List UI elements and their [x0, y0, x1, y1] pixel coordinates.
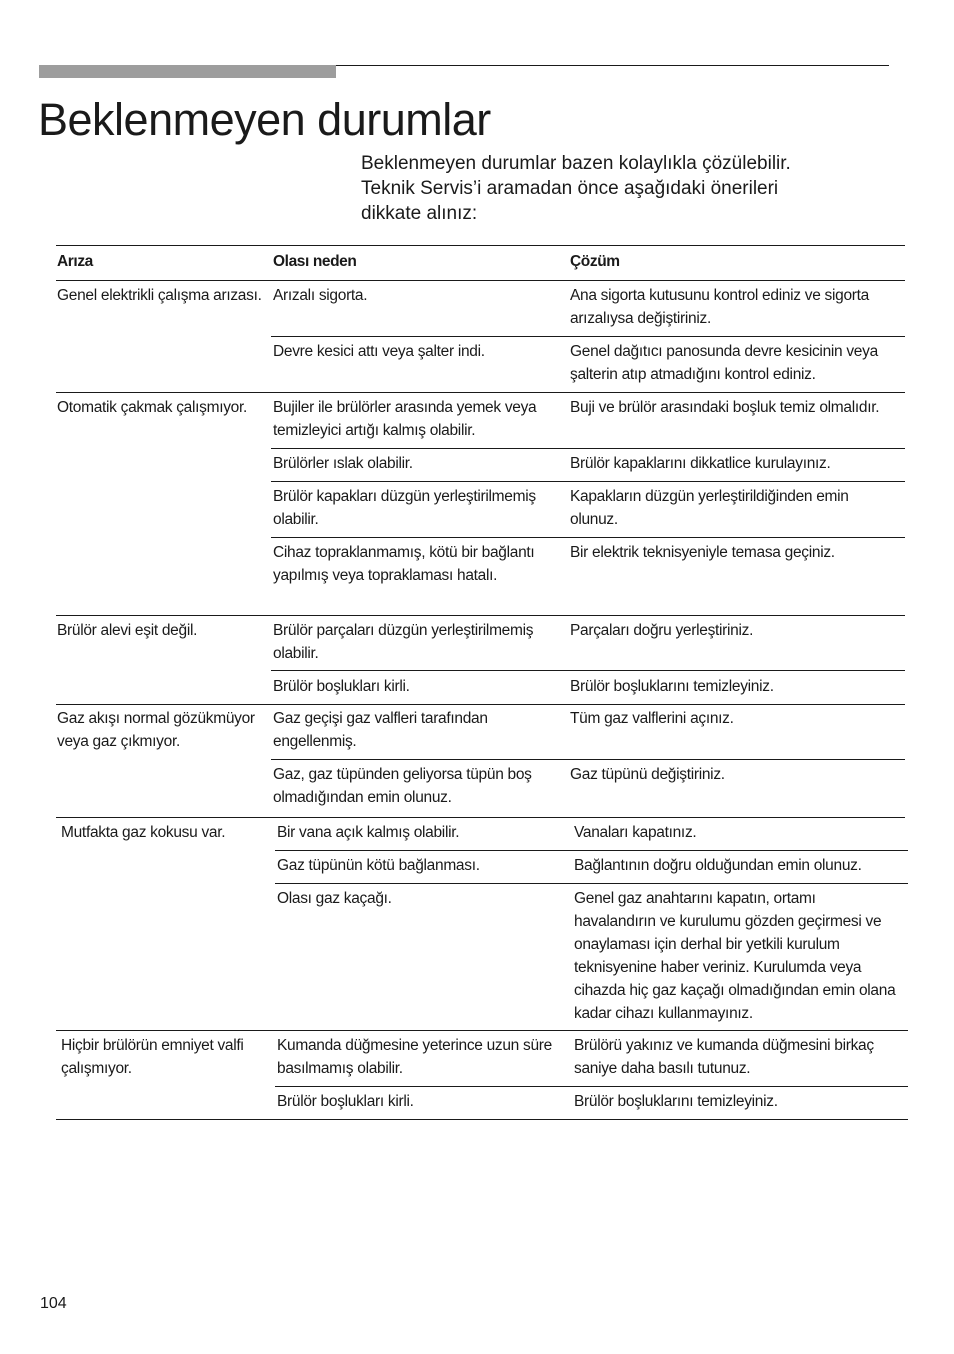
row-divider — [271, 670, 905, 671]
table-top-rule — [56, 245, 905, 246]
cause-cell: Kumanda düğmesine yeterince uzun süre basılmamış olabilir. — [277, 1037, 552, 1077]
group-divider — [56, 392, 905, 393]
solution-cell: Vanaları kapatınız. — [574, 824, 697, 841]
page-title: Beklenmeyen durumlar — [38, 94, 491, 145]
solution-cell: Brülör boşluklarını temizleyiniz. — [574, 1093, 778, 1110]
cause-cell: Brülör boşlukları kirli. — [277, 1093, 414, 1110]
row-divider — [275, 883, 908, 884]
group-divider — [56, 1030, 908, 1031]
solution-cell: Bağlantının doğru olduğundan emin olunuz. — [574, 857, 862, 874]
group-divider — [56, 1119, 908, 1120]
fault-cell: Mutfakta gaz kokusu var. — [61, 824, 226, 841]
fault-cell: Hiçbir brülörün emniyet valfi çalışmıyor. — [61, 1037, 244, 1077]
solution-cell: Ana sigorta kutusunu kontrol ediniz ve sigorta arızalıysa değiştiriniz. — [570, 287, 869, 327]
row-divider — [271, 448, 905, 449]
cause-cell: Olası gaz kaçağı. — [277, 890, 392, 907]
column-header-cause: Olası neden — [273, 253, 357, 270]
solution-cell: Bir elektrik teknisyeniyle temasa geçiniz. — [570, 544, 835, 561]
fault-cell: Genel elektrikli çalışma arızası. — [57, 287, 262, 304]
row-divider — [275, 850, 908, 851]
row-divider — [275, 1086, 908, 1087]
cause-cell: Brülör kapakları düzgün yerleştirilmemiş olabilir. — [273, 488, 536, 528]
row-divider — [271, 481, 905, 482]
cause-cell: Bir vana açık kalmış olabilir. — [277, 824, 460, 841]
intro-text — [361, 151, 921, 226]
solution-cell: Tüm gaz valflerini açınız. — [570, 710, 734, 727]
solution-cell: Buji ve brülör arasındaki boşluk temiz olmalıdır. — [570, 399, 880, 416]
cause-cell: Brülör parçaları düzgün yerleştirilmemiş olabilir. — [273, 622, 534, 662]
page-number: 104 — [40, 1295, 67, 1312]
cause-cell: Brülör boşlukları kirli. — [273, 678, 410, 695]
cause-cell: Arızalı sigorta. — [273, 287, 368, 304]
cause-cell: Gaz tüpünün kötü bağlanması. — [277, 857, 480, 874]
group-divider — [56, 704, 905, 705]
solution-cell: Brülör boşluklarını temizleyiniz. — [570, 678, 774, 695]
cause-cell: Gaz geçişi gaz valfleri tarafından engellenmiş. — [273, 710, 488, 750]
cause-cell: Cihaz topraklanmamış, kötü bir bağlantı yapılmış veya topraklaması hatalı. — [273, 544, 535, 584]
cause-cell: Devre kesici attı veya şalter indi. — [273, 343, 485, 360]
row-divider — [271, 759, 905, 760]
cause-cell: Brülörler ıslak olabilir. — [273, 455, 413, 472]
header-rule — [56, 280, 905, 281]
header-rule — [336, 65, 889, 66]
group-divider — [56, 615, 905, 616]
solution-cell: Brülörü yakınız ve kumanda düğmesini birkaç saniye daha basılı tutunuz. — [574, 1037, 874, 1077]
fault-cell: Gaz akışı normal gözükmüyor veya gaz çıkmıyor. — [57, 710, 255, 750]
fault-cell: Otomatik çakmak çalışmıyor. — [57, 399, 248, 416]
row-divider — [271, 537, 905, 538]
header-accent-bar — [39, 65, 336, 78]
solution-cell: Gaz tüpünü değiştiriniz. — [570, 766, 725, 783]
column-header-fault: Arıza — [57, 253, 93, 270]
solution-cell: Parçaları doğru yerleştiriniz. — [570, 622, 754, 639]
cause-cell: Gaz, gaz tüpünden geliyorsa tüpün boş olmadığından emin olunuz. — [273, 766, 532, 806]
intro-line: Beklenmeyen durumlar bazen kolaylıkla çözülebilir. Teknik Servis’i aramadan önce aşağıdaki önerileri dikkate alınız: — [361, 153, 791, 224]
column-header-solution: Çözüm — [570, 253, 620, 270]
solution-cell: Genel dağıtıcı panosunda devre kesicinin veya şalterin atıp atmadığını kontrol ediniz. — [570, 343, 878, 383]
solution-cell: Genel gaz anahtarını kapatın, ortamı havalandırın ve kurulumu gözden geçirmesi ve onaylaması için derhal bir yetkili kurulum teknisyenine haber veriniz. Kurulumda veya cihazda hiç gaz kaçağı olmadığından emin olana kadar cihazı kullanmayınız. — [574, 890, 896, 1022]
fault-cell: Brülör alevi eşit değil. — [57, 622, 198, 639]
row-divider — [271, 336, 905, 337]
group-divider — [56, 817, 905, 818]
solution-cell: Kapakların düzgün yerleştirildiğinden emin olunuz. — [570, 488, 849, 528]
solution-cell: Brülör kapaklarını dikkatlice kurulayınız. — [570, 455, 831, 472]
cause-cell: Bujiler ile brülörler arasında yemek veya temizleyici artığı kalmış olabilir. — [273, 399, 537, 439]
